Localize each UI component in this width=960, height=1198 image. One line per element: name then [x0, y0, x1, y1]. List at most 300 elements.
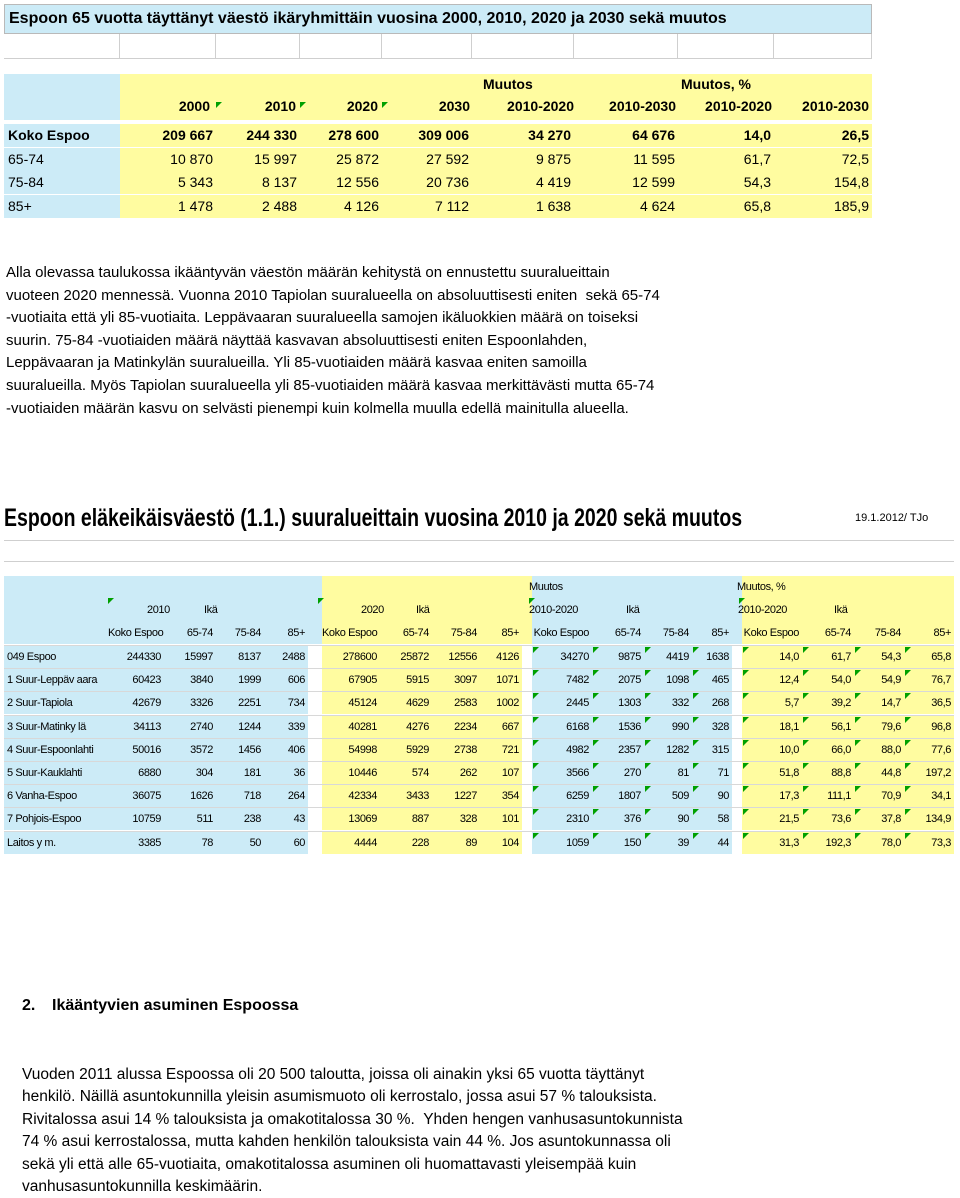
- table2-cell: 2234: [432, 716, 480, 738]
- comment-marker: [533, 693, 539, 699]
- table2-cell: 511: [164, 808, 216, 830]
- table2-cell: 1098: [644, 669, 692, 691]
- table2-cell: 111,1: [802, 785, 854, 807]
- row-label: 85+: [4, 195, 120, 218]
- t2-subheader: Koko Espoo: [743, 627, 799, 639]
- table2-date-note: 19.1.2012/ TJo: [855, 512, 929, 524]
- t2-subheader: 65-74: [824, 627, 851, 639]
- table2-cell: 10759: [108, 808, 164, 830]
- table1-title: Espoon 65 vuotta täyttänyt väestö ikäryhmittäin vuosina 2000, 2010, 2020 ja 2030 sekä muutos: [4, 4, 872, 34]
- table1-cell: 27 592: [382, 148, 472, 171]
- paragraph-line: 74 % asui kerrostalossa, mutta kahden henkilön talouksista vain 44 %. Jos asuntokunnassa oli: [22, 1133, 671, 1151]
- comment-marker: [216, 102, 222, 108]
- paragraph-line: Rivitalossa asui 14 % talouksista ja omakotitalossa 30 %. Yhden hengen vanhusasuntokunnista: [22, 1110, 683, 1128]
- col-muutos-2020: 2010-2020: [507, 98, 574, 114]
- t2-ika-label: Ikä: [204, 604, 218, 616]
- table2-cell: 25872: [380, 646, 432, 668]
- comment-marker: [855, 809, 861, 815]
- table1-cell: 1 478: [120, 195, 216, 218]
- table2-cell: 78,0: [854, 832, 904, 854]
- table2-cell: 39,2: [802, 692, 854, 714]
- table2-cell: 60423: [108, 669, 164, 691]
- row-label: 2 Suur-Tapiola: [4, 692, 108, 714]
- t2-muutos-pct-header: Muutos, %: [737, 581, 786, 593]
- table2-cell: 36: [264, 762, 308, 784]
- table2-cell: 21,5: [742, 808, 802, 830]
- table2-cell: 37,8: [854, 808, 904, 830]
- table1-header: [120, 74, 872, 120]
- table1-cell: 25 872: [300, 148, 382, 171]
- comment-marker: [855, 740, 861, 746]
- table2-cell: 96,8: [904, 716, 954, 738]
- comment-marker: [743, 809, 749, 815]
- comment-marker: [533, 763, 539, 769]
- comment-marker: [693, 833, 699, 839]
- table2-cell: 3572: [164, 739, 216, 761]
- table2-cell: 45124: [322, 692, 380, 714]
- table2-cell: 574: [380, 762, 432, 784]
- table2-cell: 50: [216, 832, 264, 854]
- table2-title: Espoon eläkeikäisväestö (1.1.) suuralueittain vuosina 2010 ja 2020 sekä muutos: [4, 504, 743, 532]
- t2-subheader-row: [4, 622, 954, 644]
- table2-cell: 268: [692, 692, 732, 714]
- comment-marker: [533, 740, 539, 746]
- t2-ika-label: Ikä: [416, 604, 430, 616]
- comment-marker: [855, 647, 861, 653]
- table2-cell: 376: [592, 808, 644, 830]
- table2-cell: 887: [380, 808, 432, 830]
- table2-row: [4, 645, 954, 668]
- table2-cell: 90: [644, 808, 692, 830]
- comment-marker: [693, 647, 699, 653]
- table1-cell: 61,7: [678, 148, 774, 171]
- comment-marker: [743, 786, 749, 792]
- t2-subheader: Koko Espoo: [533, 627, 589, 639]
- table1-cell: 2 488: [216, 195, 300, 218]
- table1-cell: 12 599: [574, 171, 678, 194]
- table2-cell: 44: [692, 832, 732, 854]
- comment-marker: [743, 833, 749, 839]
- table2-cell: 228: [380, 832, 432, 854]
- comment-marker: [855, 833, 861, 839]
- row-label: 65-74: [4, 148, 120, 171]
- table1-row: [4, 195, 872, 218]
- comment-marker: [645, 717, 651, 723]
- table2-cell: 1999: [216, 669, 264, 691]
- table2-cell: 1626: [164, 785, 216, 807]
- table2-cell: 4444: [322, 832, 380, 854]
- table2-cell: 73,6: [802, 808, 854, 830]
- table2-cell: 104: [480, 832, 522, 854]
- table2-cell: 5929: [380, 739, 432, 761]
- t2-subheader: 75-84: [662, 627, 689, 639]
- table1-cell: 72,5: [774, 148, 872, 171]
- table1-cell: 4 624: [574, 195, 678, 218]
- table2-cell: 12,4: [742, 669, 802, 691]
- table2-cell: 58: [692, 808, 732, 830]
- table2-cell: 1638: [692, 646, 732, 668]
- comment-marker: [905, 763, 911, 769]
- section-number: 2.: [22, 997, 36, 1014]
- table2-cell: 197,2: [904, 762, 954, 784]
- table2-cell: 3433: [380, 785, 432, 807]
- table2-cell: 1227: [432, 785, 480, 807]
- table1-cell: 64 676: [574, 124, 678, 147]
- comment-marker: [382, 102, 388, 108]
- table2-cell: 2310: [532, 808, 592, 830]
- comment-marker: [645, 740, 651, 746]
- table2-cell: 5,7: [742, 692, 802, 714]
- table2-cell: 54,9: [854, 669, 904, 691]
- table2-cell: 3326: [164, 692, 216, 714]
- comment-marker: [593, 693, 599, 699]
- table2-cell: 1244: [216, 716, 264, 738]
- comment-marker: [743, 693, 749, 699]
- table2-row: [4, 784, 954, 807]
- table1-cell: 209 667: [120, 124, 216, 147]
- table2-cell: 79,6: [854, 716, 904, 738]
- table2-cell: 66,0: [802, 739, 854, 761]
- col-pct-2020: 2010-2020: [705, 98, 772, 114]
- row-label: 75-84: [4, 171, 120, 194]
- table2-cell: 238: [216, 808, 264, 830]
- t2-subheader: 85+: [933, 627, 951, 639]
- table2-cell: 270: [592, 762, 644, 784]
- table1-cell: 4 419: [472, 171, 574, 194]
- empty-grid-row: [4, 34, 872, 59]
- comment-marker: [533, 717, 539, 723]
- row-label: 1 Suur-Leppäv aara: [4, 669, 108, 691]
- comment-marker: [645, 647, 651, 653]
- table2-cell: 4419: [644, 646, 692, 668]
- t2-period-2020: 2020: [361, 604, 384, 616]
- table1-cell: 26,5: [774, 124, 872, 147]
- table1-cell: 14,0: [678, 124, 774, 147]
- table2-cell: 6168: [532, 716, 592, 738]
- table2-cell: 339: [264, 716, 308, 738]
- comment-marker: [855, 693, 861, 699]
- comment-marker: [743, 670, 749, 676]
- t2-subheader: 85+: [711, 627, 729, 639]
- comment-marker: [803, 717, 809, 723]
- comment-marker: [905, 693, 911, 699]
- comment-marker: [803, 809, 809, 815]
- col-2020: 2020: [346, 98, 378, 114]
- paragraph-line: vanhusasuntokunnilla keskimäärin.: [22, 1178, 263, 1196]
- table2-cell: 43: [264, 808, 308, 830]
- comment-marker: [533, 647, 539, 653]
- table2-cell: 14,0: [742, 646, 802, 668]
- comment-marker: [533, 833, 539, 839]
- comment-marker: [905, 786, 911, 792]
- table1-cell: 278 600: [300, 124, 382, 147]
- comment-marker: [743, 647, 749, 653]
- table2-cell: 332: [644, 692, 692, 714]
- row-label: Koko Espoo: [4, 124, 120, 147]
- table1-row: [4, 171, 872, 194]
- comment-marker: [693, 670, 699, 676]
- t2-period-2010: 2010: [147, 604, 170, 616]
- row-label: 7 Pohjois-Espoo: [4, 808, 108, 830]
- comment-marker: [593, 763, 599, 769]
- table1-row: [4, 148, 872, 171]
- table2-cell: 107: [480, 762, 522, 784]
- table2-cell: 4982: [532, 739, 592, 761]
- table1-cell: 4 126: [300, 195, 382, 218]
- table2-cell: 3385: [108, 832, 164, 854]
- table2-row: [4, 831, 954, 854]
- table2-cell: 76,7: [904, 669, 954, 691]
- table2-cell: 34270: [532, 646, 592, 668]
- table2-cell: 60: [264, 832, 308, 854]
- t2-subheader: 85+: [501, 627, 519, 639]
- comment-marker: [693, 763, 699, 769]
- table2-cell: 61,7: [802, 646, 854, 668]
- table1-cell: 12 556: [300, 171, 382, 194]
- table2-cell: 1807: [592, 785, 644, 807]
- col-pct-2030: 2010-2030: [802, 98, 869, 114]
- table1-cell: 244 330: [216, 124, 300, 147]
- table2-cell: 1071: [480, 669, 522, 691]
- table2-cell: 6880: [108, 762, 164, 784]
- t2-period-pct: 2010-2020: [738, 604, 788, 616]
- table2-cell: 990: [644, 716, 692, 738]
- row-label: 3 Suur-Matinky lä: [4, 716, 108, 738]
- table2-cell: 65,8: [904, 646, 954, 668]
- table2-cell: 721: [480, 739, 522, 761]
- comment-marker: [803, 740, 809, 746]
- table2-row: [4, 761, 954, 784]
- table2-cell: 7482: [532, 669, 592, 691]
- paragraph-line: sekä yli että alle 65-vuotiaita, omakotitalossa asuminen oli huomattavasti yleisempää kuin: [22, 1155, 637, 1173]
- table2-cell: 54,0: [802, 669, 854, 691]
- table1-cell: 185,9: [774, 195, 872, 218]
- comment-marker: [645, 670, 651, 676]
- t2-subheader: 65-74: [614, 627, 641, 639]
- table1-cell: 10 870: [120, 148, 216, 171]
- table2-cell: 15997: [164, 646, 216, 668]
- comment-marker: [803, 647, 809, 653]
- table2-cell: 354: [480, 785, 522, 807]
- comment-marker: [645, 833, 651, 839]
- comment-marker: [693, 786, 699, 792]
- col-2030: 2030: [438, 98, 470, 114]
- table2-cell: 10,0: [742, 739, 802, 761]
- table2-cell: 9875: [592, 646, 644, 668]
- table2-row: [4, 715, 954, 738]
- table2-cell: 3566: [532, 762, 592, 784]
- table2-cell: 606: [264, 669, 308, 691]
- table2-cell: 1303: [592, 692, 644, 714]
- table2-cell: 2445: [532, 692, 592, 714]
- col-muutos-2030: 2010-2030: [609, 98, 676, 114]
- table1-cell: 7 112: [382, 195, 472, 218]
- table2-cell: 14,7: [854, 692, 904, 714]
- paragraph-line: Alla olevassa taulukossa ikääntyvän väestön määrän kehitystä on ennustettu suuralueittain: [6, 264, 610, 281]
- table2-cell: 509: [644, 785, 692, 807]
- table2-cell: 150: [592, 832, 644, 854]
- table2-cell: 67905: [322, 669, 380, 691]
- table1-cell: 65,8: [678, 195, 774, 218]
- comment-marker: [593, 833, 599, 839]
- table2-cell: 3840: [164, 669, 216, 691]
- table2-cell: 4126: [480, 646, 522, 668]
- table2-cell: 31,3: [742, 832, 802, 854]
- table2-cell: 12556: [432, 646, 480, 668]
- t2-muutos-header: Muutos: [529, 581, 563, 593]
- table2-cell: 192,3: [802, 832, 854, 854]
- paragraph-line: Vuoden 2011 alussa Espoossa oli 20 500 taloutta, joissa oli ainakin yksi 65 vuotta täyttänyt: [22, 1066, 645, 1083]
- table2-cell: 42679: [108, 692, 164, 714]
- table2-cell: 54,3: [854, 646, 904, 668]
- table2-cell: 70,9: [854, 785, 904, 807]
- t2-ika-label: Ikä: [834, 604, 848, 616]
- muutos-header: Muutos: [483, 76, 533, 92]
- row-label: 5 Suur-Kauklahti: [4, 762, 108, 784]
- table2-cell: 328: [692, 716, 732, 738]
- table2-cell: 36,5: [904, 692, 954, 714]
- comment-marker: [739, 598, 745, 604]
- comment-marker: [905, 740, 911, 746]
- t2-subheader: 75-84: [874, 627, 901, 639]
- col-2000: 2000: [178, 98, 210, 114]
- comment-marker: [905, 647, 911, 653]
- table2-cell: 718: [216, 785, 264, 807]
- table2-cell: 40281: [322, 716, 380, 738]
- table2-cell: 10446: [322, 762, 380, 784]
- table2-cell: 34,1: [904, 785, 954, 807]
- comment-marker: [593, 670, 599, 676]
- paragraph-age-forecast: [6, 262, 946, 420]
- table2-cell: 42334: [322, 785, 380, 807]
- table2-cell: 56,1: [802, 716, 854, 738]
- table2-cell: 1536: [592, 716, 644, 738]
- table1-cell: 9 875: [472, 148, 574, 171]
- table1-row: [4, 124, 872, 147]
- comment-marker: [300, 102, 306, 108]
- comment-marker: [593, 809, 599, 815]
- empty-grid-row: [4, 540, 954, 562]
- table2-cell: 1002: [480, 692, 522, 714]
- table1-cell: 154,8: [774, 171, 872, 194]
- table2-cell: 71: [692, 762, 732, 784]
- table2-cell: 6259: [532, 785, 592, 807]
- table1-cell: 5 343: [120, 171, 216, 194]
- table1-cell: 54,3: [678, 171, 774, 194]
- comment-marker: [108, 598, 114, 604]
- paragraph-line: suurin. 75-84 -vuotiaiden määrä näyttää kasvavan absoluuttisesti eniten Espoonlahden,: [6, 331, 588, 349]
- comment-marker: [743, 717, 749, 723]
- comment-marker: [803, 786, 809, 792]
- table1-cell: 1 638: [472, 195, 574, 218]
- table2-cell: 304: [164, 762, 216, 784]
- table2-cell: 315: [692, 739, 732, 761]
- table1-cell: 8 137: [216, 171, 300, 194]
- t2-subheader: 65-74: [186, 627, 213, 639]
- table2-cell: 406: [264, 739, 308, 761]
- t2-ika-label: Ikä: [626, 604, 640, 616]
- table2-cell: 2251: [216, 692, 264, 714]
- table2-cell: 734: [264, 692, 308, 714]
- paragraph-line: vuoteen 2020 mennessä. Vuonna 2010 Tapiolan suuralueella on absoluuttisesti eniten sekä 65-74: [6, 286, 660, 304]
- comment-marker: [855, 670, 861, 676]
- comment-marker: [743, 740, 749, 746]
- table1-cell: 15 997: [216, 148, 300, 171]
- t2-period-muutos: 2010-2020: [529, 604, 579, 616]
- table2-cell: 39: [644, 832, 692, 854]
- paragraph-line: Leppävaaran ja Matinkylän suuralueilla. Yli 85-vuotiaiden määrä kasvaa eniten samoilla: [6, 354, 587, 372]
- comment-marker: [803, 670, 809, 676]
- table2-cell: 77,6: [904, 739, 954, 761]
- table2-row: [4, 807, 954, 830]
- table2-cell: 5915: [380, 669, 432, 691]
- comment-marker: [905, 670, 911, 676]
- paragraph-line: -vuotiaiden määrän kasvu on selvästi pienempi kuin kolmella muulla edellä mainitulla alueella.: [6, 399, 629, 417]
- table2-cell: 328: [432, 808, 480, 830]
- table2-cell: 44,8: [854, 762, 904, 784]
- comment-marker: [743, 763, 749, 769]
- table2-cell: 36075: [108, 785, 164, 807]
- table1-cell: 309 006: [382, 124, 472, 147]
- paragraph-line: suuralueilla. Myös Tapiolan suuralueella yli 85-vuotiaiden määrä kasvaa merkittävästi mutta 65-74: [6, 376, 655, 394]
- comment-marker: [533, 809, 539, 815]
- comment-marker: [593, 786, 599, 792]
- table2-cell: 101: [480, 808, 522, 830]
- col-2010: 2010: [264, 98, 296, 114]
- t2-subheader: Koko Espoo: [108, 627, 164, 639]
- row-label: Laitos y m.: [4, 832, 108, 854]
- table2-cell: 1456: [216, 739, 264, 761]
- comment-marker: [529, 598, 535, 604]
- table2-row: [4, 691, 954, 714]
- table1-cell: 11 595: [574, 148, 678, 171]
- paragraph-line: -vuotiaita että yli 85-vuotiaita. Leppävaaran suuralueella samojen ikäluokkien määrä on toiseksi: [6, 309, 639, 327]
- table2-cell: 89: [432, 832, 480, 854]
- table2-cell: 465: [692, 669, 732, 691]
- comment-marker: [693, 809, 699, 815]
- comment-marker: [645, 763, 651, 769]
- comment-marker: [533, 670, 539, 676]
- comment-marker: [693, 693, 699, 699]
- table2-cell: 73,3: [904, 832, 954, 854]
- table2-cell: 17,3: [742, 785, 802, 807]
- table1-corner: [4, 74, 120, 120]
- t2-subheader: 75-84: [450, 627, 477, 639]
- comment-marker: [905, 717, 911, 723]
- table2-cell: 181: [216, 762, 264, 784]
- table2-cell: 2738: [432, 739, 480, 761]
- table2-cell: 1282: [644, 739, 692, 761]
- empty-grid-row: [4, 58, 872, 75]
- comment-marker: [855, 717, 861, 723]
- table2-cell: 78: [164, 832, 216, 854]
- comment-marker: [905, 809, 911, 815]
- table2-cell: 50016: [108, 739, 164, 761]
- table2-cell: 2740: [164, 716, 216, 738]
- table2-cell: 278600: [322, 646, 380, 668]
- comment-marker: [855, 763, 861, 769]
- comment-marker: [803, 763, 809, 769]
- table2-cell: 1059: [532, 832, 592, 854]
- table2-cell: 2357: [592, 739, 644, 761]
- table2-cell: 88,0: [854, 739, 904, 761]
- table2-cell: 2583: [432, 692, 480, 714]
- table1-cell: 20 736: [382, 171, 472, 194]
- table2-cell: 262: [432, 762, 480, 784]
- table2-cell: 81: [644, 762, 692, 784]
- section-heading: Ikääntyvien asuminen Espoossa: [52, 997, 299, 1014]
- t2-subheader: 75-84: [234, 627, 261, 639]
